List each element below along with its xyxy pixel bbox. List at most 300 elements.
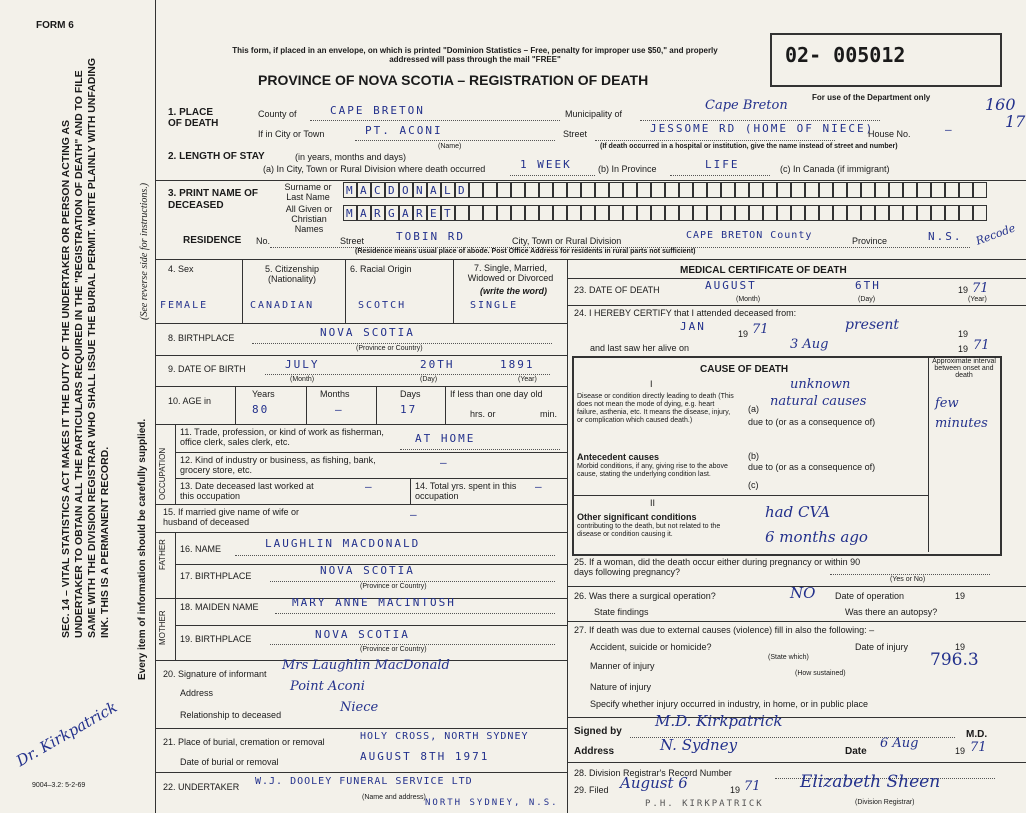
birthplace-value: NOVA SCOTIA [320,326,415,339]
surname-cell [469,182,483,198]
cause-a-label: (a) [748,404,759,414]
given-cell [721,205,735,221]
rule-after-21 [155,772,567,773]
given-cell [553,205,567,221]
occupation-sidebar-line [175,424,176,504]
given-cell [497,205,511,221]
surname-cell [833,182,847,198]
trade-value: AT HOME [415,432,476,445]
given-cell [469,205,483,221]
hospital-note: (If death occurred in a hospital or institution, give the name instead of street and number) [600,143,898,150]
surname-cell [595,182,609,198]
last-saw-value: 3 Aug [790,337,829,352]
filed-value: August 6 [620,774,688,792]
birthplace-line [252,343,552,344]
surname-letter: M [346,184,353,197]
age-days-value: 17 [400,403,418,416]
rule-after-20 [155,728,567,729]
place-of-death-label: 1. PLACE OF DEATH [168,107,219,129]
given-cell [567,205,581,221]
surname-cell [371,182,385,198]
rule-after-signed [567,762,1026,763]
physician-year: 71 [970,740,987,755]
physician-address-value: N. Sydney [660,736,738,754]
house-value: — [945,123,954,136]
statute-text: SEC. 14 – VITAL STATISTICS ACT MAKES IT THE DUTY OF THE UNDERTAKER OR PERSON ACTING AS UNDERTAKER TO OBTAIN ALL THE PARTICULARS REQUIRED IN THE "REGISTRATION OF DEATH" AND TO FILE SAME WITH THE DIVISION REGISTRAR WHO SHALL ISSUE THE BURIAL PERMIT. WRITE PLAINLY WITH UNFADING INK. THIS IS A PERMANENT RECORD. [60,57,111,638]
burial-place-value: HOLY CROSS, NORTH SYDNEY [360,731,529,742]
given-cell [833,205,847,221]
surname-cell [959,182,973,198]
print-name-label: 3. PRINT NAME OF DECEASED [168,188,259,211]
burial-date-value: AUGUST 8TH 1971 [360,750,490,763]
dob-month: JULY [285,358,320,371]
other-conditions-label: Other significant conditions [577,512,697,522]
given-cell [679,205,693,221]
surname-letter: D [458,184,465,197]
total-years-label: 14. Total yrs. spent in this occupation [415,481,517,501]
surname-cell [623,182,637,198]
registration-number: 02- 005012 [785,43,906,67]
physician-year-prefix: 19 [955,746,966,756]
given-cell [959,205,973,221]
municipality-value: Cape Breton [705,98,788,113]
surname-cell [721,182,735,198]
surname-cell [973,182,987,198]
surgery-label: 26. Was there a surgical operation? [574,591,716,601]
surname-cell [511,182,525,198]
surname-cell [903,182,917,198]
attended-from: JAN [680,320,706,333]
city-label: If in City or Town [258,129,325,139]
age-label: 10. AGE in [168,396,212,406]
given-cell [357,205,371,221]
given-letter: M [346,207,353,220]
age-divider-2 [306,386,307,424]
rule-after-8 [155,355,567,356]
due-to-b: due to (or as a consequence of) [748,462,876,472]
given-cell [931,205,945,221]
municipality-line [640,120,880,121]
pregnancy-label: 25. If a woman, did the death occur either during pregnancy or within 90 days following pregnancy? [574,557,861,577]
rule-after-18 [175,625,567,626]
less-than-day-label: If less than one day old [450,389,543,399]
interval-header: Approximate interval between onset and death [932,358,996,379]
age-days-label: Days [400,389,421,399]
antecedent-label: Antecedent causes [577,452,660,462]
father-name-label: 16. NAME [180,544,222,554]
citizenship-label: 5. Citizenship (Nationality) [264,264,320,284]
form-title: PROVINCE OF NOVA SCOTIA – REGISTRATION OF DEATH [258,72,649,88]
death-date-year-prefix: 19 [958,285,969,295]
surname-cell [805,182,819,198]
given-cell [917,205,931,221]
cause-b-label: (b) [748,451,759,461]
cause-header: CAUSE OF DEATH [700,364,789,375]
given-cell [889,205,903,221]
certify-label: 24. I HEREBY CERTIFY that I attended deceased from: [574,308,797,318]
marital-label: 7. Single, Married, Widowed or Divorced [467,263,554,283]
rule-after-10 [155,424,567,425]
rule-part-two [572,495,928,496]
due-to-a: due to (or as a consequence of) [748,417,876,427]
marital-value: SINGLE [470,300,519,311]
city-line [355,140,555,141]
age-divider-3 [376,386,377,424]
rule-after-4-7 [155,323,567,324]
surname-cell [819,182,833,198]
residence-street-label: Street [340,236,365,246]
given-letter: A [360,207,367,220]
given-cell [483,205,497,221]
other-condition-1: had CVA [765,503,831,521]
mother-birthplace-value: NOVA SCOTIA [315,628,410,641]
undertaker-sub: (Name and address) [362,794,426,801]
mother-maiden-value: MARY ANNE MACINTOSH [292,596,456,609]
undertaker-address: NORTH SYDNEY, N.S. [425,798,559,808]
given-cell [973,205,987,221]
surname-cell [343,182,357,198]
dept-use-label: For use of the Department only [812,93,931,102]
signed-by-value: M.D. Kirkpatrick [655,712,783,730]
citizenship-value: CANADIAN [250,300,315,311]
given-cell [581,205,595,221]
industry-label: 12. Kind of industry or business, as fishing, bank, grocery store, etc. [180,455,376,475]
county-label: County of [258,109,297,119]
sex-value: FEMALE [160,300,209,311]
state-which-sub: (State which) [768,654,809,661]
physician-address-label: Address [574,746,615,757]
surname-cell [735,182,749,198]
rule-after-11 [175,452,567,453]
dob-year-sub: (Year) [518,376,537,383]
given-cell [595,205,609,221]
given-cell [525,205,539,221]
surname-letter: D [388,184,395,197]
given-cell [511,205,525,221]
sustained-sub: (How sustained) [795,670,846,677]
stay-a-value: 1 WEEK [520,158,572,171]
surname-cell [749,182,763,198]
form-code: 9004–3.2: 5-2-69 [32,782,86,789]
age-divider-4 [445,386,446,424]
given-cell [847,205,861,221]
racial-origin-value: SCOTCH [358,300,407,311]
informant-signature-value: Mrs Laughlin MacDonald [282,658,450,673]
informant-signature-label: 20. Signature of informant [163,669,267,679]
injury-date-year-prefix: 19 [955,642,966,652]
injury-date-label: Date of injury [855,642,909,652]
residence-no-label: No. [256,236,271,246]
dept-code-1: 160 [985,95,1016,114]
stay-b-value: LIFE [705,158,740,171]
surname-letter: L [444,184,451,197]
surname-cell [693,182,707,198]
divider-5-6 [345,259,346,323]
surgery-value: NO [790,584,816,602]
direct-cause-label: Disease or condition directly leading to death (This does not mean the mode of dying, e.g. heart failure, asthenia, etc. It means the disease, injury, or complication which caused death.) [577,393,734,425]
given-cell [805,205,819,221]
mother-side-label: MOTHER [158,610,167,645]
age-years-label: Years [252,389,275,399]
surname-cell [525,182,539,198]
industry-value: — [440,456,449,469]
father-side-label: FATHER [158,539,167,570]
op-date-label: Date of operation [835,591,905,601]
father-name-value: LAUGHLIN MACDONALD [265,537,421,550]
given-letter: E [430,207,437,220]
given-cell [749,205,763,221]
cause-c-label: (c) [748,480,759,490]
dob-line [265,374,550,375]
age-months-label: Months [320,389,350,399]
part-one-label: I [650,379,653,389]
given-cell [385,205,399,221]
stay-b-label: (b) In Province [598,164,657,174]
given-cell [819,205,833,221]
residence-street-value: TOBIN RD [396,230,465,243]
surname-cell [847,182,861,198]
given-cell [791,205,805,221]
mother-birthplace-label: 19. BIRTHPLACE [180,634,252,644]
pregnancy-line [830,574,990,575]
given-letter: R [374,207,381,220]
county-line [310,120,560,121]
surname-cell [791,182,805,198]
father-sidebar-line [175,532,176,598]
given-letter: A [402,207,409,220]
surname-cell [483,182,497,198]
residence-province-value: N.S. [928,230,963,243]
last-worked-label: 13. Date deceased last worked at this occupation [180,481,314,501]
total-years-value: — [535,480,544,493]
yes-no-sub: (Yes or No) [890,576,926,583]
given-cell [343,205,357,221]
rule-after-23 [567,305,1026,306]
surname-cell [917,182,931,198]
surname-cell [889,182,903,198]
father-birthplace-label: 17. BIRTHPLACE [180,571,252,581]
residence-note: (Residence means usual place of abode. Post Office Address for residents in rural parts not sufficient) [355,248,696,255]
state-findings-label: State findings [594,607,649,617]
main-left-border [155,0,156,813]
interval-divider [928,356,929,552]
surname-cell [385,182,399,198]
sex-label: 4. Sex [168,264,194,274]
surname-cell [665,182,679,198]
death-year-sub: (Year) [968,296,987,303]
given-cell [875,205,889,221]
given-cell [707,205,721,221]
given-cell [693,205,707,221]
relationship-label: Relationship to deceased [180,710,282,720]
surname-cell [651,182,665,198]
death-date-month: AUGUST [705,279,757,292]
given-cell [651,205,665,221]
mother-sidebar-line [175,598,176,660]
divider-4-5 [242,259,243,323]
surname-label: Surname or Last Name [284,182,332,202]
father-birthplace-line [270,581,555,582]
surname-cell [931,182,945,198]
birthplace-sub: (Province or Country) [356,345,423,352]
surname-cell [413,182,427,198]
rule-after-residence [155,259,1026,260]
surname-cell [763,182,777,198]
city-value: PT. ACONI [365,124,443,137]
surname-cell [777,182,791,198]
surname-cell [707,182,721,198]
given-cell [777,205,791,221]
death-month-sub: (Month) [736,296,761,303]
icd-code-value: 796.3 [930,650,979,670]
dob-month-sub: (Month) [290,376,315,383]
surname-cell [553,182,567,198]
column-divider [567,259,568,813]
surname-letter: N [416,184,423,197]
filed-year: 71 [744,779,761,794]
length-of-stay-sub: (in years, months and days) [295,152,407,162]
county-value: CAPE BRETON [330,104,425,117]
specify-label: Specify whether injury occurred in industry, in home, or in public place [590,699,868,709]
surname-cell [455,182,469,198]
registrar-sub: (Division Registrar) [855,799,915,806]
house-label: House No. [868,129,911,139]
rule-after-stay [155,180,1026,181]
given-cell [441,205,455,221]
length-of-stay-label: 2. LENGTH OF STAY [168,151,265,162]
rule-after-27 [567,717,1026,718]
given-letter: R [416,207,423,220]
cause-a-value-1: unknown [790,377,851,392]
undertaker-label: 22. UNDERTAKER [163,782,240,792]
rule-after-12 [175,478,567,479]
dob-day: 20TH [420,358,455,371]
attended-from-year: 71 [752,322,769,337]
surname-cell [399,182,413,198]
surname-cell [875,182,889,198]
dept-code-2: 17 [1005,112,1026,131]
given-cell [861,205,875,221]
informant-address-value: Point Aconi [290,679,365,694]
given-cell [665,205,679,221]
age-divider-1 [235,386,236,424]
undertaker-value: W.J. DOOLEY FUNERAL SERVICE LTD [255,776,473,787]
dob-label: 9. DATE OF BIRTH [168,364,246,374]
registrar-signature: Elizabeth Sheen [800,772,941,792]
minutes-label: min. [540,409,558,419]
stay-a-label: (a) In City, Town or Rural Division where death occurred [263,164,486,174]
relationship-value: Niece [340,700,379,715]
surname-cell [861,182,875,198]
hours-label: hrs. or [470,409,496,419]
external-causes-label: 27. If death was due to external causes (violence) fill in also the following: – [574,625,875,635]
surname-cell [609,182,623,198]
death-date-day: 6TH [855,279,881,292]
form-number-label: FORM 6 [36,20,74,31]
trade-label: 11. Trade, profession, or kind of work as fisherman, office clerk, sales clerk, etc. [180,427,384,447]
attended-from-year-prefix: 19 [738,329,749,339]
supply-note: Every item of information should be carefully supplied. [137,418,148,680]
given-cell [623,205,637,221]
surname-letter: A [360,184,367,197]
last-saw-year: 71 [973,338,990,353]
death-day-sub: (Day) [858,296,876,303]
residence-city-label: City, Town or Rural Division [512,236,622,246]
surname-cell [441,182,455,198]
attended-to: present [845,317,900,333]
father-birthplace-value: NOVA SCOTIA [320,564,415,577]
rule-after-9 [155,386,567,387]
surname-cell [581,182,595,198]
given-cell [413,205,427,221]
filed-label: 29. Filed [574,785,609,795]
given-letter: G [388,207,395,220]
city-name-sub: (Name) [438,143,462,150]
registrar-stamp: P.H. KIRKPATRICK [645,799,764,809]
rule-after-14 [155,504,567,505]
given-cell [609,205,623,221]
mother-maiden-label: 18. MAIDEN NAME [180,602,259,612]
surname-cell [637,182,651,198]
divider-13-14 [410,478,411,504]
given-cell [763,205,777,221]
given-cell [903,205,917,221]
age-months-value: — [335,403,344,416]
surname-cell [679,182,693,198]
nature-label: Nature of injury [590,682,652,692]
informant-address-label: Address [180,688,214,698]
residence-city-value: CAPE BRETON County [686,230,813,241]
racial-origin-label: 6. Racial Origin [350,264,412,274]
rule-after-26 [567,621,1026,622]
dob-day-sub: (Day) [420,376,438,383]
married-value: — [410,508,419,521]
filed-year-prefix: 19 [730,785,741,795]
manner-label: Manner of injury [590,661,655,671]
street-value: JESSOME RD (HOME OF NIECE) [650,122,875,135]
instructions-note: (See reverse side for instructions.) [139,182,150,320]
left-signature: Dr. Kirkpatrick [13,697,121,771]
marital-sub: (write the word) [480,286,547,296]
stay-a-line [510,175,595,176]
given-cell [539,205,553,221]
given-cell [945,205,959,221]
other-condition-2: 6 months ago [765,528,868,546]
surname-cell [539,182,553,198]
autopsy-label: Was there an autopsy? [845,607,938,617]
surname-cell [567,182,581,198]
residence-label: RESIDENCE [183,235,242,246]
given-cell [371,205,385,221]
age-years-value: 80 [252,403,270,416]
last-saw-label: and last saw her alive on [590,343,690,353]
street-label: Street [563,129,588,139]
postal-note: This form, if placed in an envelope, on which is printed "Dominion Statistics – Free, penalty for improper use $50," and properly addressed will pass through the mail "FREE" [232,46,718,64]
md-label: M.D. [966,729,988,740]
surname-cell [945,182,959,198]
recode-note: Recode [974,221,1018,248]
interval-a-value: few minutes [935,396,988,431]
mother-birthplace-line [270,644,555,645]
mother-birthplace-sub: (Province or Country) [360,646,427,653]
stay-c-label: (c) In Canada (if immigrant) [780,164,890,174]
trade-line [400,449,560,450]
father-name-line [235,555,555,556]
mother-maiden-line [275,613,555,614]
surname-cell [427,182,441,198]
burial-date-label: Date of burial or removal [180,757,279,767]
signed-by-label: Signed by [574,726,622,737]
